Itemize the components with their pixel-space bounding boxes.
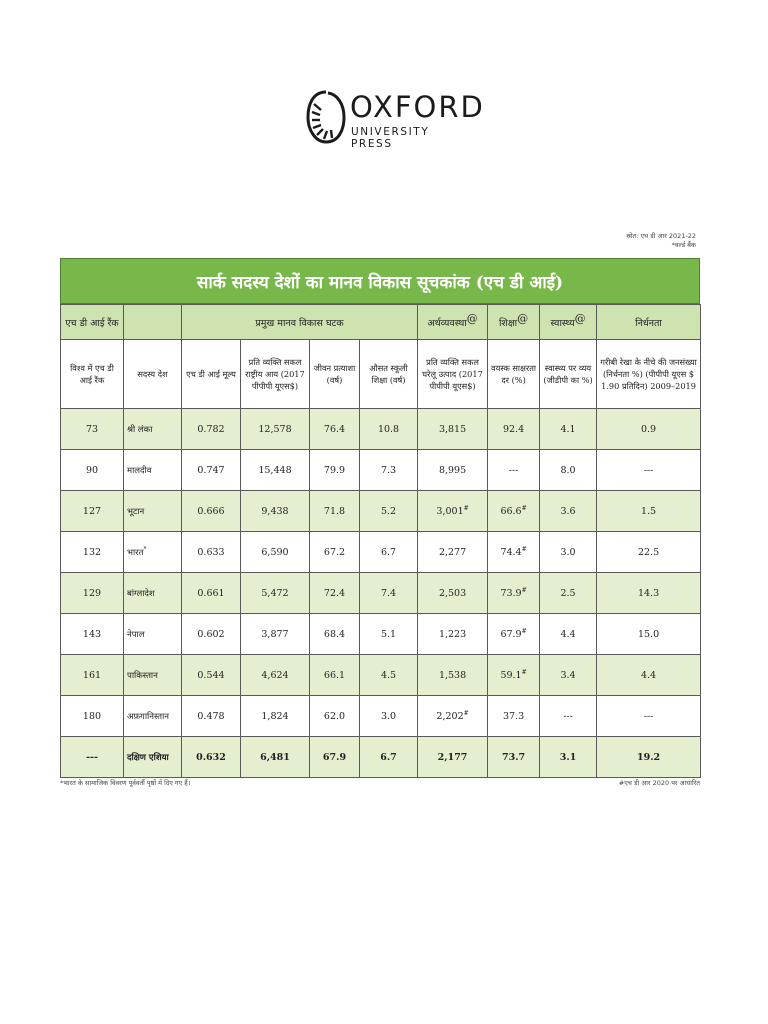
header-education: शिक्षा@ [488, 305, 540, 340]
cell-poverty: 19.2 [597, 737, 701, 778]
table-row-total [61, 737, 701, 778]
cell-gdp: 2,277 [418, 532, 488, 573]
cell-literacy: 73.9# [488, 573, 540, 614]
cell-literacy: 92.4 [488, 409, 540, 450]
cell-poverty: 1.5 [597, 491, 701, 532]
table-row [61, 614, 701, 655]
cell-hdi: 0.747 [182, 450, 241, 491]
cell-hdi: 0.478 [182, 696, 241, 737]
cell-life: 79.9 [310, 450, 360, 491]
logo-wordmark: OXFORD [350, 90, 485, 124]
cell-gni: 9,438 [241, 491, 310, 532]
cell-hdi: 0.661 [182, 573, 241, 614]
cell-health: 8.0 [540, 450, 597, 491]
hdi-table [60, 304, 701, 778]
cell-gdp: 3,001# [418, 491, 488, 532]
cell-poverty: 15.0 [597, 614, 701, 655]
cell-gni: 3,877 [241, 614, 310, 655]
cell-literacy: 67.9# [488, 614, 540, 655]
cell-rank: 143 [61, 614, 124, 655]
cell-country: भारत* [124, 532, 182, 573]
source-line-2: *वर्ल्ड बैंक [671, 241, 696, 249]
cell-country: बांग्लादेश [124, 573, 182, 614]
header-row-groups [61, 305, 701, 340]
col-gni: प्रति व्यक्ति सकल राष्ट्रीय आय (2017 पीपीपी यूएस$) [241, 340, 310, 409]
cell-country: नेपाल [124, 614, 182, 655]
header-economy: अर्थव्यवस्था@ [418, 305, 488, 340]
oxford-swirl-icon [304, 86, 348, 148]
cell-life: 62.0 [310, 696, 360, 737]
cell-poverty: 14.3 [597, 573, 701, 614]
table-title: सार्क सदस्य देशों का मानव विकास सूचकांक (एच डी आई) [60, 258, 700, 304]
table-row [61, 409, 701, 450]
cell-country: मालदीव [124, 450, 182, 491]
col-poverty-population: गरीबी रेखा के नीचे की जनसंख्या (निर्धनता %) (पीपीपी यूएस $ 1.90 प्रतिदिन) 2009–2019 [597, 340, 701, 409]
cell-school: 3.0 [360, 696, 418, 737]
cell-country: भूटान [124, 491, 182, 532]
cell-country: श्री लंका [124, 409, 182, 450]
logo-subtitle: UNIVERSITY PRESS [351, 126, 430, 150]
cell-gni: 1,824 [241, 696, 310, 737]
source-line-1: स्रोत: एच डी आर 2021-22 [626, 232, 696, 240]
table-row [61, 655, 701, 696]
cell-literacy: 74.4# [488, 532, 540, 573]
cell-country: अफ़गानिस्तान [124, 696, 182, 737]
cell-gni: 6,481 [241, 737, 310, 778]
cell-literacy: 37.3 [488, 696, 540, 737]
cell-literacy: --- [488, 450, 540, 491]
cell-rank: 180 [61, 696, 124, 737]
cell-country: दक्षिण एशिया [124, 737, 182, 778]
cell-gni: 5,472 [241, 573, 310, 614]
col-gdp: प्रति व्यक्ति सकल घरेलू उत्पाद (2017 पीपीपी यूएस$) [418, 340, 488, 409]
cell-health: 3.1 [540, 737, 597, 778]
cell-rank: 127 [61, 491, 124, 532]
cell-school: 6.7 [360, 532, 418, 573]
header-poverty: निर्धनता [597, 305, 701, 340]
cell-poverty: 0.9 [597, 409, 701, 450]
cell-school: 7.3 [360, 450, 418, 491]
cell-life: 71.8 [310, 491, 360, 532]
cell-school: 5.1 [360, 614, 418, 655]
cell-poverty: 4.4 [597, 655, 701, 696]
table-row [61, 573, 701, 614]
cell-health: 2.5 [540, 573, 597, 614]
cell-hdi: 0.782 [182, 409, 241, 450]
cell-literacy: 59.1# [488, 655, 540, 696]
cell-literacy: 73.7 [488, 737, 540, 778]
header-blank [124, 305, 182, 340]
cell-hdi: 0.666 [182, 491, 241, 532]
cell-school: 5.2 [360, 491, 418, 532]
cell-gni: 6,590 [241, 532, 310, 573]
header-hdi-rank: एच डी आई रैंक [61, 305, 124, 340]
cell-health: 4.4 [540, 614, 597, 655]
col-life-expectancy: जीवन प्रत्याशा (वर्ष) [310, 340, 360, 409]
table-row [61, 696, 701, 737]
source-note [626, 232, 696, 250]
footnote-right: #एच डी आर 2020 पर आधारित [618, 779, 700, 787]
cell-life: 67.2 [310, 532, 360, 573]
header-health: स्वास्थ्य@ [540, 305, 597, 340]
cell-hdi: 0.632 [182, 737, 241, 778]
cell-gdp: 2,177 [418, 737, 488, 778]
cell-literacy: 66.6# [488, 491, 540, 532]
oxford-logo [304, 86, 485, 150]
col-schooling: औसत स्कूली शिक्षा (वर्ष) [360, 340, 418, 409]
cell-life: 72.4 [310, 573, 360, 614]
col-health-expenditure: स्वास्थ्य पर व्यय (जीडीपी का %) [540, 340, 597, 409]
table-row [61, 532, 701, 573]
cell-gni: 4,624 [241, 655, 310, 696]
hdi-table-container [60, 258, 700, 778]
cell-gdp: 2,503 [418, 573, 488, 614]
cell-health: 3.4 [540, 655, 597, 696]
cell-gdp: 2,202# [418, 696, 488, 737]
cell-rank: 132 [61, 532, 124, 573]
cell-rank: 161 [61, 655, 124, 696]
cell-school: 10.8 [360, 409, 418, 450]
cell-hdi: 0.633 [182, 532, 241, 573]
cell-life: 76.4 [310, 409, 360, 450]
cell-rank: 73 [61, 409, 124, 450]
header-row-columns [61, 340, 701, 409]
header-components: प्रमुख मानव विकास घटक [182, 305, 418, 340]
cell-life: 66.1 [310, 655, 360, 696]
cell-school: 4.5 [360, 655, 418, 696]
col-country: सदस्य देश [124, 340, 182, 409]
cell-gdp: 1,223 [418, 614, 488, 655]
cell-country: पाकिस्तान [124, 655, 182, 696]
cell-poverty: --- [597, 696, 701, 737]
cell-gdp: 8,995 [418, 450, 488, 491]
col-hdi-value: एच डी आई मूल्य [182, 340, 241, 409]
cell-poverty: 22.5 [597, 532, 701, 573]
cell-health: 4.1 [540, 409, 597, 450]
cell-hdi: 0.602 [182, 614, 241, 655]
footnote: *भारत के सामाजिक विवरण पूर्ववर्ती पृष्ठों में दिए गए हैं। [60, 779, 191, 787]
table-row [61, 450, 701, 491]
cell-rank: 129 [61, 573, 124, 614]
cell-health: 3.0 [540, 532, 597, 573]
cell-rank: --- [61, 737, 124, 778]
table-row [61, 491, 701, 532]
col-world-rank: विश्व में एच डी आई रैंक [61, 340, 124, 409]
cell-rank: 90 [61, 450, 124, 491]
cell-gdp: 3,815 [418, 409, 488, 450]
cell-health: 3.6 [540, 491, 597, 532]
cell-hdi: 0.544 [182, 655, 241, 696]
cell-poverty: --- [597, 450, 701, 491]
cell-health: --- [540, 696, 597, 737]
cell-school: 7.4 [360, 573, 418, 614]
cell-life: 68.4 [310, 614, 360, 655]
cell-gni: 15,448 [241, 450, 310, 491]
cell-gni: 12,578 [241, 409, 310, 450]
col-literacy: वयस्क साक्षरता दर (%) [488, 340, 540, 409]
cell-school: 6.7 [360, 737, 418, 778]
cell-gdp: 1,538 [418, 655, 488, 696]
cell-life: 67.9 [310, 737, 360, 778]
